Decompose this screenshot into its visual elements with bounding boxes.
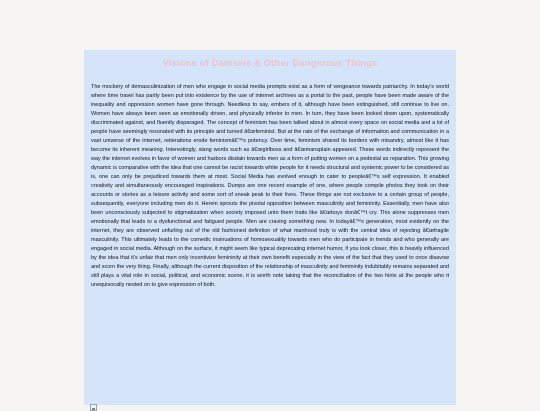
broken-image-icon <box>90 404 97 411</box>
article-body: The mockery of demasculinization of men who engage in social media prompts exist as a form of vengeance towards patriarchy. In today’s world where time travel has partly been put into existence by the use of internet archives as a portal to the past, people have been made aware of the inequality and oppression women have gone through. Needless to say, embers of it, although have been extinguished, still continue to live on. Women have always been seen as emotionally driven, and physically inferior to men. In turn, they have been looked down upon, systematically discriminated against, and fluently disparaged. The concept of feminism has been talked about in almost every space on social media and a lot of people have seemingly resonated with its principle and turned â€œfeminist. But at the rate of the exchange of information and communication in a vast universe of the internet, reiterations erode feminismâ€™s potency. Over time, feminism shared its borders with misandry, almost like it has become its inherent meaning. Interestingly, slang words such as â€œgirlboss and â€œmansplain appeared. These words indirectly represent the way the internet evolves in favor of women and harbors disdain towards men as a form of putting women on a pedestal as reparation. This growing dynamic is comparative with the idea that one cannot be racist towards white people for it needs structural and systemic power to be considered as is, one can only be prejudiced towards them at most. Social Media has evolved enough to cater to peopleâ€™s self expression. It enabled creativity and simultaneously encouraged inspirations. Dumps are one recent example of one, where people compile photos they took on their accounts or stories as a leisure activity and some sort of sneak peak to their lives. These things are not exclusive to a certain group of people, subsequently, everyone including men do it. Herein sprouts the pivotal opposition between masculinity and femininity. Essentially, men have also been unconsciously subjected to stigmatization when society imposed unto them traits like â€œboys donâ€™t cry. This alone suppresses men emotionally that leads to a dysfunctional and fatigued people. Men are craving something new. In todayâ€™s generation, most evidently on the internet, they are observed unfurling out of the old fashioned definition of what manhood truly is with the central idea of rejecting â€œfragile masculinity. This ultimately leads to the comedic insinuations of homosexuality towards men who do participate in trends and who generally are engaged in social media. Although on the surface, it might seem like typical deprecating internet humor, if you look closer, this is heavily influenced by the idea that it’s unfair that men only incentivize femininity at their own benefit especially in the view of the fact that they used to once disavow and scorn the very thing. Finally, although the current disposition of the relationship of masculinity and femininity indubitably remains separated and still plays a vital role in social, political, and economic scene, it is worth note taking that the reconciliation of the two hints at the people who it unequivocally nested on to give expression of both. <box>91 84 449 288</box>
article-title: Visions of Damsels & Other Dangerous Things <box>162 58 378 69</box>
article-card <box>84 50 456 405</box>
